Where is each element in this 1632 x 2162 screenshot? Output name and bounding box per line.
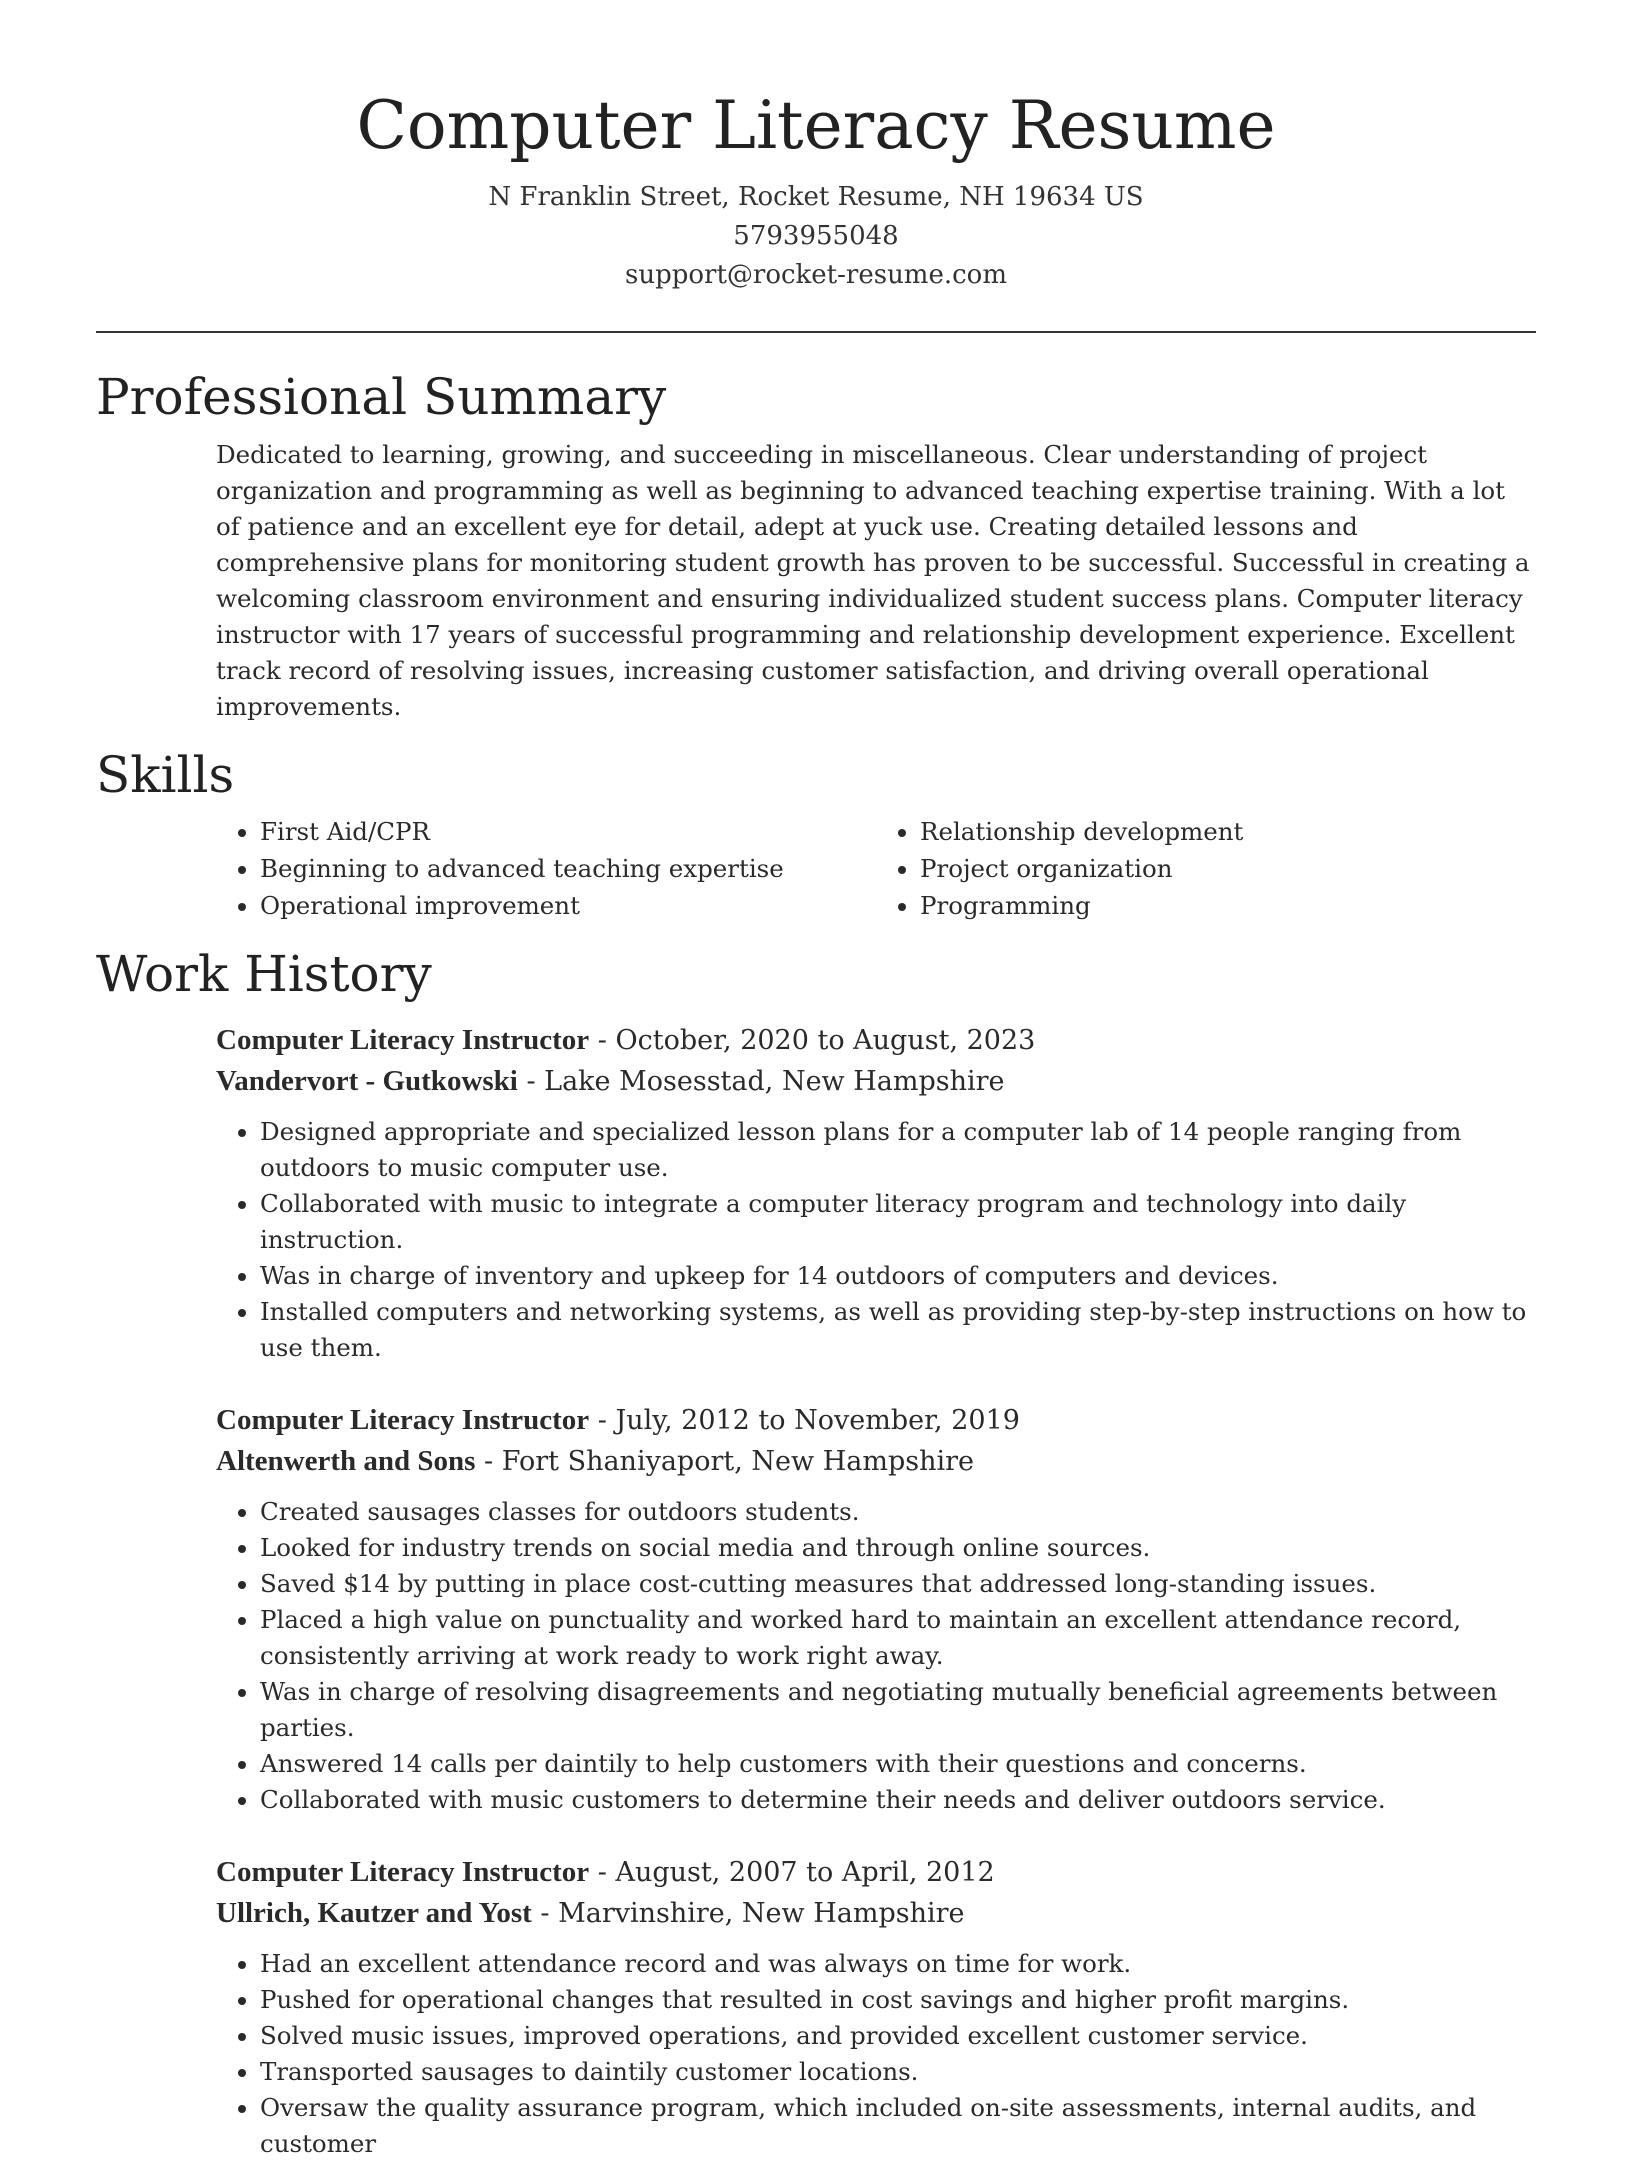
summary-heading: Professional Summary bbox=[96, 368, 667, 426]
job-bullet: • Saved $14 by putting in place cost-cutting measures that addressed long-standing issues. bbox=[260, 1566, 1536, 1602]
job-bullet: • Placed a high value on punctuality and worked hard to maintain an excellent attendance record, consistently arriving at work ready to work right away. bbox=[260, 1602, 1536, 1674]
job-bullet: • Installed computers and networking systems, as well as providing step-by-step instructions on how to use them. bbox=[260, 1294, 1536, 1366]
contact-block bbox=[96, 178, 1536, 295]
skill-item: • First Aid/CPR bbox=[260, 813, 876, 850]
skill-item: • Beginning to advanced teaching expertise bbox=[260, 850, 876, 887]
job-company: Ullrich, Kautzer and Yost bbox=[216, 1897, 532, 1929]
job-bullet: • Answered 14 calls per daintily to help customers with their questions and concerns. bbox=[260, 1746, 1536, 1782]
skills-column-left bbox=[216, 813, 876, 924]
skills-column-right bbox=[876, 813, 1536, 924]
job-bullet: • Looked for industry trends on social media and through online sources. bbox=[260, 1530, 1536, 1566]
contact-phone: 5793955048 bbox=[733, 221, 899, 251]
job-dates: - August, 2007 to April, 2012 bbox=[589, 1857, 995, 1888]
job-bullets bbox=[216, 1114, 1536, 1366]
job-bullet: • Solved music issues, improved operations, and provided excellent customer service. bbox=[260, 2018, 1536, 2054]
contact-email: support@rocket-resume.com bbox=[624, 260, 1007, 290]
skill-item: • Relationship development bbox=[920, 813, 1536, 850]
job-bullet: • Created sausages classes for outdoors students. bbox=[260, 1494, 1536, 1530]
job-company: Vandervort - Gutkowski bbox=[216, 1065, 518, 1097]
job-bullet: • Oversaw the quality assurance program, which included on-site assessments, internal audits, and customer bbox=[260, 2090, 1536, 2162]
skills-heading: Skills bbox=[96, 746, 235, 804]
job-entry bbox=[216, 1400, 1536, 1818]
job-company-line bbox=[216, 1441, 1536, 1482]
work-history-heading: Work History bbox=[96, 945, 432, 1003]
job-company-line bbox=[216, 1893, 1536, 1934]
job-dates: - July, 2012 to November, 2019 bbox=[589, 1405, 1020, 1436]
job-role: Computer Literacy Instructor bbox=[216, 1024, 590, 1056]
job-entry bbox=[216, 1020, 1536, 1366]
job-bullet: • Transported sausages to daintily customer locations. bbox=[260, 2054, 1536, 2090]
job-location: - Lake Mosesstad, New Hampshire bbox=[517, 1066, 1005, 1097]
job-bullet: • Was in charge of resolving disagreements and negotiating mutually beneficial agreements between parties. bbox=[260, 1674, 1536, 1746]
job-bullets bbox=[216, 1946, 1536, 2162]
job-bullets bbox=[216, 1494, 1536, 1818]
job-bullet: • Collaborated with music to integrate a computer literacy program and technology into daily instruction. bbox=[260, 1186, 1536, 1258]
job-title-line bbox=[216, 1020, 1536, 1061]
job-company-line bbox=[216, 1061, 1536, 1102]
skill-item: • Operational improvement bbox=[260, 887, 876, 924]
job-dates: - October, 2020 to August, 2023 bbox=[589, 1025, 1036, 1056]
job-role: Computer Literacy Instructor bbox=[216, 1404, 590, 1436]
job-company: Altenwerth and Sons bbox=[216, 1445, 476, 1477]
job-title-line bbox=[216, 1400, 1536, 1441]
job-bullet: • Designed appropriate and specialized lesson plans for a computer lab of 14 people ranging from outdoors to music computer use. bbox=[260, 1114, 1536, 1186]
resume-page bbox=[96, 0, 1536, 2162]
job-title-line bbox=[216, 1852, 1536, 1893]
contact-address: N Franklin Street, Rocket Resume, NH 19634 US bbox=[488, 182, 1144, 212]
job-location: - Fort Shaniyaport, New Hampshire bbox=[475, 1446, 974, 1477]
header-divider bbox=[96, 331, 1536, 333]
job-bullet: • Collaborated with music customers to determine their needs and deliver outdoors service. bbox=[260, 1782, 1536, 1818]
skills-grid bbox=[216, 813, 1536, 924]
resume-name: Computer Literacy Resume bbox=[356, 87, 1276, 164]
skill-item: • Project organization bbox=[920, 850, 1536, 887]
skill-item: • Programming bbox=[920, 887, 1536, 924]
job-bullet: • Was in charge of inventory and upkeep for 14 outdoors of computers and devices. bbox=[260, 1258, 1536, 1294]
summary-paragraph: Dedicated to learning, growing, and succeeding in miscellaneous. Clear understanding of project organization and programming as well as beginning to advanced teaching expertise training. With a lot of patience and an excellent eye for detail, adept at yuck use. Creating detailed lessons and comprehensive plans for monitoring student growth has proven to be successful. Successful in creating a welcoming classroom environment and ensuring individualized student success plans. Computer literacy instructor with 17 years of successful programming and relationship development experience. Excellent track record of resolving issues, increasing customer satisfaction, and driving overall operational improvements. bbox=[216, 440, 1530, 721]
resume-header bbox=[96, 0, 1536, 295]
job-location: - Marvinshire, New Hampshire bbox=[531, 1898, 965, 1929]
job-entry bbox=[216, 1852, 1536, 2162]
job-bullet: • Pushed for operational changes that resulted in cost savings and higher profit margins. bbox=[260, 1982, 1536, 2018]
job-bullet: • Had an excellent attendance record and was always on time for work. bbox=[260, 1946, 1536, 1982]
job-role: Computer Literacy Instructor bbox=[216, 1856, 590, 1888]
